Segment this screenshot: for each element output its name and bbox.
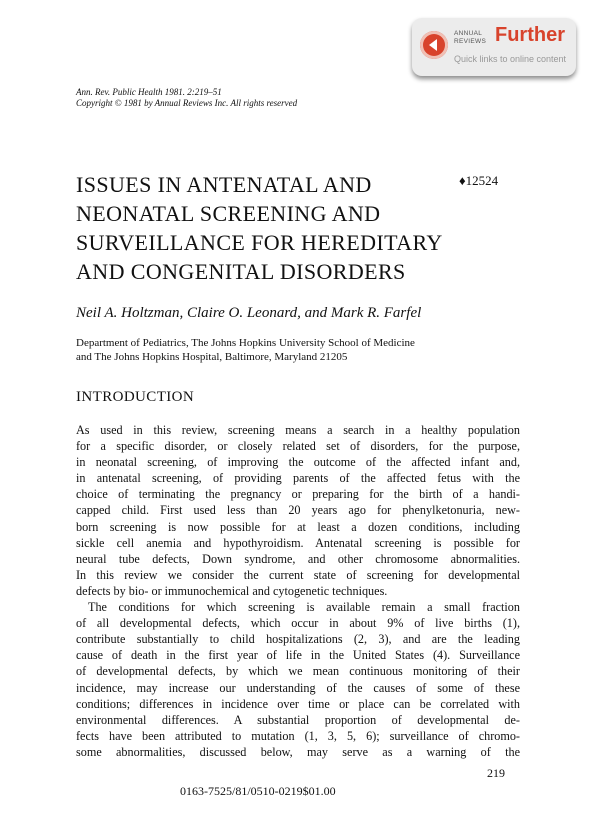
body-line: The conditions for which screening is available remain a small fraction xyxy=(88,600,520,615)
citation-line: Ann. Rev. Public Health 1981. 2:219–51 xyxy=(76,87,222,97)
section-heading: INTRODUCTION xyxy=(76,389,195,405)
badge-subtitle: Quick links to online content xyxy=(454,54,567,64)
brand-line-1: ANNUAL xyxy=(454,30,483,37)
title-line: ISSUES IN ANTENATAL AND xyxy=(76,172,372,197)
body-line: for a specific disorder, or closely related set of disorders, for the purpose, xyxy=(76,439,520,454)
body-line: some abnormalities, discussed below, may serve as a warning of the xyxy=(76,744,520,759)
body-line: of developmental defects, by which we mean continuous monitoring of their xyxy=(76,664,520,679)
annual-reviews-logo-text xyxy=(454,30,494,46)
body-line: capped child. First used less than 20 years ago for phenylketonuria, new- xyxy=(76,503,520,518)
journal-citation xyxy=(76,87,297,109)
title-line: AND CONGENITAL DISORDERS xyxy=(76,259,406,284)
body-line: environmental differences. A substantial proportion of developmental de- xyxy=(76,712,520,727)
body-line: cause of death in the first year of life in the United States (4). Surveillance xyxy=(76,648,520,663)
document-number: ♦12524 xyxy=(459,173,499,188)
body-line: incidence, may increase our understanding of the causes of some of these xyxy=(76,680,520,695)
affiliation-line: Department of Pediatrics, The Johns Hopkins University School of Medicine xyxy=(76,337,415,349)
body-line: born screening is now possible for at least a dozen conditions, including xyxy=(76,519,520,534)
body-line: In this review we consider the current state of screening for developmental xyxy=(76,567,520,582)
body-line: choice of terminating the pregnancy or preparing for the birth of a handi- xyxy=(76,487,520,502)
author-affiliation xyxy=(76,336,516,364)
body-line: sickle cell anemia and hypothyroidism. Antenatal screening is possible for xyxy=(76,535,520,550)
body-text xyxy=(76,422,520,760)
title-line: SURVEILLANCE FOR HEREDITARY xyxy=(76,230,443,255)
copyright-line: Copyright © 1981 by Annual Reviews Inc. All rights reserved xyxy=(76,98,298,108)
title-line: NEONATAL SCREENING AND xyxy=(76,201,381,226)
article-title xyxy=(76,170,456,286)
body-line: conditions; differences in incidence over time or place can be correlated with xyxy=(76,696,520,711)
body-line: of all developmental defects, which occur in about 9% of live births (1), xyxy=(76,616,520,631)
author-list: Neil A. Holtzman, Claire O. Leonard, and Mark R. Farfel xyxy=(76,305,422,321)
page-number: 219 xyxy=(487,766,505,780)
body-line: contribute substantially to child hospitalizations (2, 3), and are the leading xyxy=(76,632,520,647)
body-line: As used in this review, screening means a search in a healthy population xyxy=(76,423,520,437)
body-line: fects have been attributed to mutation (1, 3, 5, 6); surveillance of chromo- xyxy=(76,728,520,743)
body-line: in neonatal screening, of improving the outcome of the affected infant and, xyxy=(76,455,520,470)
body-line: in antenatal screening, of providing parents of the affected fetus with the xyxy=(76,471,520,486)
annual-reviews-further-badge[interactable] xyxy=(412,18,576,76)
affiliation-line: and The Johns Hopkins Hospital, Baltimore, Maryland 21205 xyxy=(76,351,348,363)
footer-code: 0163-7525/81/0510-0219$01.00 xyxy=(180,784,336,798)
play-left-arrow-icon xyxy=(420,31,448,59)
badge-title: Further xyxy=(495,24,565,46)
body-line: neural tube defects, Down syndrome, and other chromosome abnormalities. xyxy=(76,551,520,566)
body-line: defects by bio- or immunochemical and cytogenetic techniques. xyxy=(76,583,388,598)
brand-line-2: REVIEWS xyxy=(454,38,487,45)
